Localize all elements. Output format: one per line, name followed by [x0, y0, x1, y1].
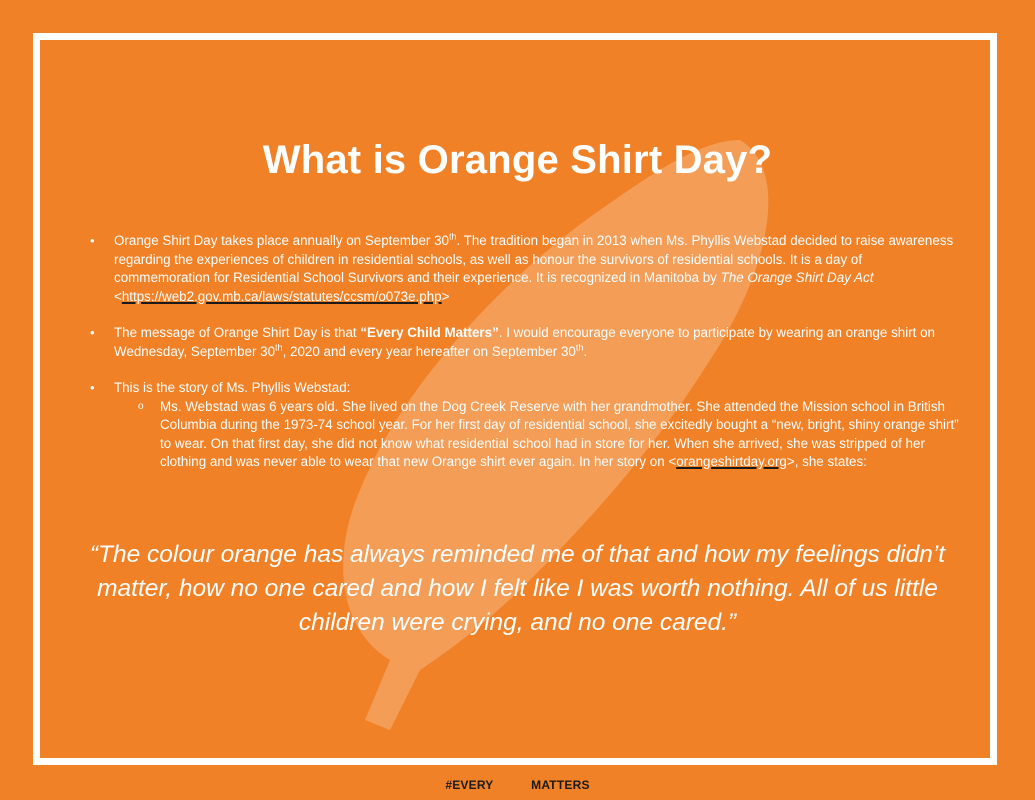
bullet-icon: •: [90, 380, 95, 395]
superscript: th: [575, 342, 584, 353]
phyllis-quote: “The colour orange has always reminded me of that and how my feelings didn’t matter, how no one cared and how I felt like I was worth nothing. All of us little children were crying, and no one cared.”: [89, 541, 946, 636]
orangeshirtday-link[interactable]: orangeshirtday.org: [676, 454, 787, 469]
superscript: th: [448, 231, 457, 242]
bracket-close: >: [441, 288, 450, 304]
hashtag-part-matters: MATTERS: [531, 778, 590, 792]
hashtag-part-every: #EVERY: [445, 778, 494, 792]
sub-bullet-text: >, she states:: [786, 454, 867, 469]
hashtag-part-child: CHILD: [493, 778, 532, 792]
bullet-text: The message of Orange Shirt Day is that: [114, 325, 361, 340]
bullet-item-2: [88, 324, 960, 361]
bullet-text: . I would encourage everyone to participate by wearing an orange shirt on Wednesday, September 30: [114, 325, 935, 359]
bullet-text: Orange Shirt Day takes place annually on September 30: [114, 233, 449, 248]
superscript: th: [275, 342, 283, 353]
bracket-open: <: [114, 288, 122, 304]
bullet-text: , 2020 and every year hereafter on September 30: [282, 343, 576, 359]
bullet-item-1: [88, 232, 960, 306]
circle-bullet-icon: o: [138, 400, 144, 412]
sub-bullet-item: [114, 398, 960, 472]
bullet-item-3: [88, 379, 960, 472]
content-body: [88, 232, 960, 472]
bullet-icon: •: [90, 233, 95, 248]
bullet-icon: •: [90, 325, 95, 340]
page-title: What is Orange Shirt Day?: [262, 138, 773, 182]
bullet-text: . The tradition began in 2013 when Ms. Phyllis Webstad decided to raise awareness regarding the experiences of children in residential schools, as well as honour the survivors of residential schools. It is a day of commemoration for Residential School Survivors and their experience. It is recognized in Manitoba by: [114, 233, 954, 285]
every-child-matters-text: “Every Child Matters”: [360, 325, 499, 340]
bullet-text: .: [583, 343, 588, 359]
footer-hashtag: [0, 778, 1035, 792]
bullet-text: This is the story of Ms. Phyllis Webstad:: [114, 380, 351, 395]
act-title: The Orange Shirt Day Act: [720, 270, 874, 285]
manitoba-act-link[interactable]: https://web2.gov.mb.ca/laws/statutes/ccsm/o073e.php: [121, 288, 442, 304]
sub-bullet-text: Ms. Webstad was 6 years old. She lived on the Dog Creek Reserve with her grandmother. She attended the Mission school in British Columbia during the 1973-74 school year. For her first day of residential school, she excitedly bought a “new, bright, shiny orange shirt” to wear. On that first day, she did not know what residential school had in store for her. When she arrived, she was stripped of her clothing and was never able to wear that new Orange shirt ever again. In her story on <: [160, 398, 959, 469]
